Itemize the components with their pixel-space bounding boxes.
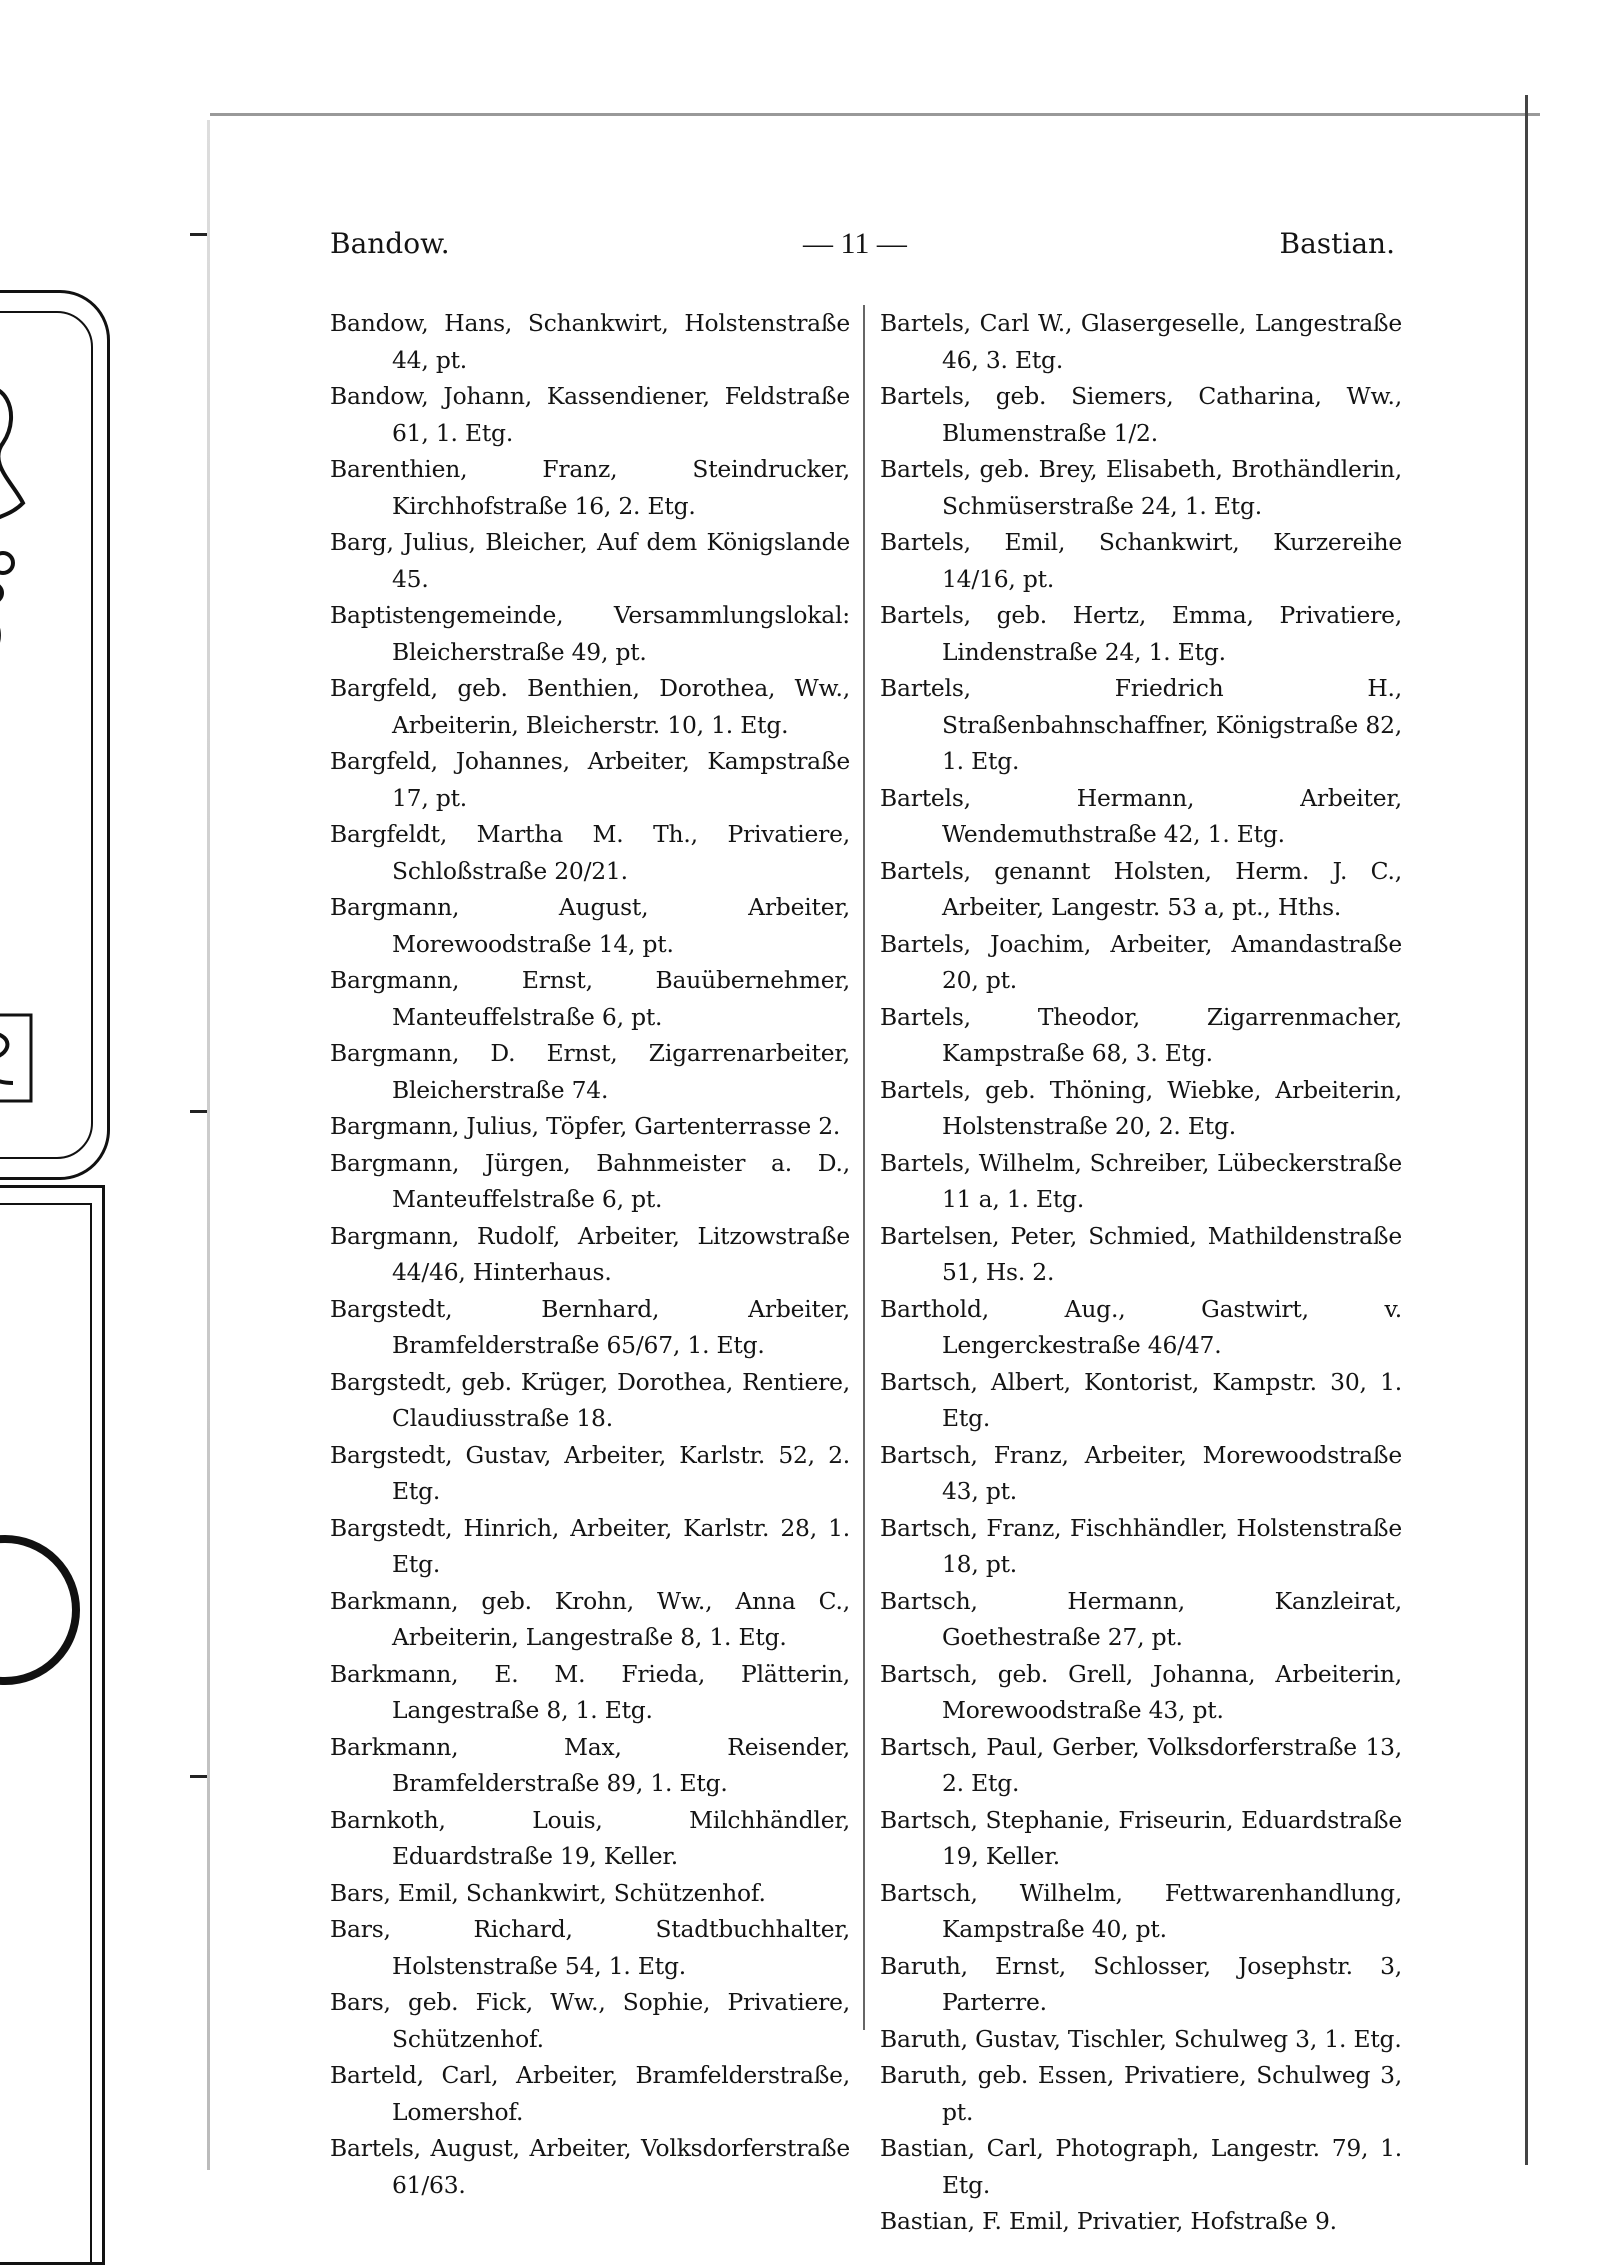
facing-page-edge: [0, 0, 200, 2177]
directory-entry: Bartels, Wilhelm, Schreiber, Lübeckerstraße 11 a, 1. Etg.: [880, 1148, 1402, 1213]
directory-entry: Barkmann, geb. Krohn, Ww., Anna C., Arbeiterin, Langestraße 8, 1. Etg.: [330, 1586, 850, 1651]
directory-entry: Bartels, Joachim, Arbeiter, Amandastraße 20, pt.: [880, 929, 1402, 994]
directory-entry: Barteld, Carl, Arbeiter, Bramfelderstraße, Lomershof.: [330, 2061, 850, 2126]
book-gutter: [207, 120, 210, 2170]
directory-entry: Bastian, Carl, Photograph, Langestr. 79, 1. Etg.: [880, 2134, 1402, 2199]
directory-entry: Bargstedt, Bernhard, Arbeiter, Bramfelderstraße 65/67, 1. Etg.: [330, 1294, 850, 1359]
directory-entry: Bartsch, Hermann, Kanzleirat, Goethestraße 27, pt.: [880, 1586, 1402, 1651]
directory-column-left: [330, 305, 850, 2203]
directory-entry: Bartels, Carl W., Glasergeselle, Langestraße 46, 3. Etg.: [880, 309, 1402, 374]
margin-mark: [190, 1775, 208, 1778]
directory-entry: Barnkoth, Louis, Milchhändler, Eduardstraße 19, Keller.: [330, 1805, 850, 1870]
directory-entry: Baptistengemeinde, Versammlungslokal: Bleicherstraße 49, pt.: [330, 601, 850, 666]
directory-entry: Barkmann, E. M. Frieda, Plätterin, Langestraße 8, 1. Etg.: [330, 1659, 850, 1724]
directory-entry: Bartels, geb. Thöning, Wiebke, Arbeiterin, Holstenstraße 20, 2. Etg.: [880, 1075, 1402, 1140]
page-number: — 11 —: [803, 227, 907, 260]
directory-entry: Bartels, geb. Brey, Elisabeth, Brothändlerin, Schmüserstraße 24, 1. Etg.: [880, 455, 1402, 520]
header-first-name: Bandow.: [330, 227, 450, 260]
directory-entry: Bartsch, Franz, Fischhändler, Holstenstraße 18, pt.: [880, 1513, 1402, 1578]
directory-entry: Bars, Richard, Stadtbuchhalter, Holstenstraße 54, 1. Etg.: [330, 1915, 850, 1980]
directory-entry: Barenthien, Franz, Steindrucker, Kirchhofstraße 16, 2. Etg.: [330, 455, 850, 520]
directory-entry: Bargstedt, Hinrich, Arbeiter, Karlstr. 28, 1. Etg.: [330, 1513, 850, 1578]
directory-entry: Bandow, Johann, Kassendiener, Feldstraße 61, 1. Etg.: [330, 382, 850, 447]
header-last-name: Bastian.: [1279, 227, 1395, 260]
directory-entry: Bargmann, D. Ernst, Zigarrenarbeiter, Bleicherstraße 74.: [330, 1039, 850, 1104]
column-divider: [863, 305, 865, 2030]
directory-entry: Bargfeldt, Martha M. Th., Privatiere, Schloßstraße 20/21.: [330, 820, 850, 885]
directory-entry: Barkmann, Max, Reisender, Bramfelderstraße 89, 1. Etg.: [330, 1732, 850, 1797]
directory-entry: Bartsch, Paul, Gerber, Volksdorferstraße 13, 2. Etg.: [880, 1732, 1402, 1797]
page-top-edge: [210, 113, 1540, 116]
seal-text: [0, 1581, 12, 1659]
directory-entry: Bargmann, Julius, Töpfer, Gartenterrasse 2.: [330, 1112, 841, 1140]
directory-entry: Bartels, August, Arbeiter, Volksdorferstraße 61/63.: [330, 2134, 850, 2199]
directory-entry: Bartels, geb. Siemers, Catharina, Ww., Blumenstraße 1/2.: [880, 382, 1402, 447]
scroll-ornament-icon: [0, 1013, 33, 1103]
directory-entry: Bartsch, Franz, Arbeiter, Morewoodstraße 43, pt.: [880, 1440, 1402, 1505]
directory-entry: Bars, geb. Fick, Ww., Sophie, Privatiere, Schützenhof.: [330, 1988, 850, 2053]
directory-entry: Baruth, geb. Essen, Privatiere, Schulweg 3, pt.: [880, 2061, 1402, 2126]
directory-entry: Bargmann, Ernst, Bauübernehmer, Manteuffelstraße 6, pt.: [330, 966, 850, 1031]
directory-entry: Bartels, geb. Hertz, Emma, Privatiere, Lindenstraße 24, 1. Etg.: [880, 601, 1402, 666]
directory-entry: Bargfeld, Johannes, Arbeiter, Kampstraße 17, pt.: [330, 747, 850, 812]
ornamental-border-panel: [0, 290, 110, 1180]
directory-column-right: [880, 305, 1402, 2240]
directory-entry: Bargfeld, geb. Benthien, Dorothea, Ww., Arbeiterin, Bleicherstr. 10, 1. Etg.: [330, 674, 850, 739]
margin-mark: [190, 1110, 208, 1113]
directory-entry: Bargstedt, geb. Krüger, Dorothea, Rentiere, Claudiusstraße 18.: [330, 1367, 850, 1432]
directory-entry: Bargmann, Jürgen, Bahnmeister a. D., Manteuffelstraße 6, pt.: [330, 1148, 850, 1213]
directory-entry: Bartsch, Albert, Kontorist, Kampstr. 30, 1. Etg.: [880, 1367, 1402, 1432]
directory-entry: Bars, Emil, Schankwirt, Schützenhof.: [330, 1878, 766, 1907]
floral-ornament-icon: [0, 353, 43, 673]
margin-mark: [190, 233, 208, 236]
directory-entry: Bargmann, August, Arbeiter, Morewoodstraße 14, pt.: [330, 893, 850, 958]
page-right-edge: [1525, 95, 1528, 2165]
directory-entry: Bartels, Theodor, Zigarrenmacher, Kampstraße 68, 3. Etg.: [880, 1002, 1402, 1067]
directory-entry: Barg, Julius, Bleicher, Auf dem Königslande 45.: [330, 528, 850, 593]
directory-entry: Bargmann, Rudolf, Arbeiter, Litzowstraße 44/46, Hinterhaus.: [330, 1221, 850, 1286]
advertisement-frame: [0, 1185, 105, 2265]
directory-entry: Bartelsen, Peter, Schmied, Mathildenstraße 51, Hs. 2.: [880, 1221, 1402, 1286]
directory-entry: Bartsch, Stephanie, Friseurin, Eduardstraße 19, Keller.: [880, 1805, 1402, 1870]
directory-entry: Baruth, Gustav, Tischler, Schulweg 3, 1. Etg.: [880, 2024, 1402, 2053]
directory-entry: Bartels, Hermann, Arbeiter, Wendemuthstraße 42, 1. Etg.: [880, 783, 1402, 848]
directory-entry: Bartsch, Wilhelm, Fettwarenhandlung, Kampstraße 40, pt.: [880, 1878, 1402, 1943]
directory-entry: Bartels, genannt Holsten, Herm. J. C., Arbeiter, Langestr. 53 a, pt., Hths.: [880, 856, 1402, 921]
directory-entry: Baruth, Ernst, Schlosser, Josephstr. 3, Parterre.: [880, 1951, 1402, 2016]
directory-entry: Bargstedt, Gustav, Arbeiter, Karlstr. 52, 2. Etg.: [330, 1440, 850, 1505]
directory-entry: Bandow, Hans, Schankwirt, Holstenstraße 44, pt.: [330, 309, 850, 374]
directory-entry: Bartsch, geb. Grell, Johanna, Arbeiterin, Morewoodstraße 43, pt.: [880, 1659, 1402, 1724]
directory-entry: Bartels, Emil, Schankwirt, Kurzereihe 14/16, pt.: [880, 528, 1402, 593]
directory-entry: Bartels, Friedrich H., Straßenbahnschaffner, Königstraße 82, 1. Etg.: [880, 674, 1402, 775]
directory-entry: Bastian, F. Emil, Privatier, Hofstraße 9.: [880, 2207, 1337, 2235]
directory-entry: Barthold, Aug., Gastwirt, v. Lengerckestraße 46/47.: [880, 1294, 1402, 1359]
